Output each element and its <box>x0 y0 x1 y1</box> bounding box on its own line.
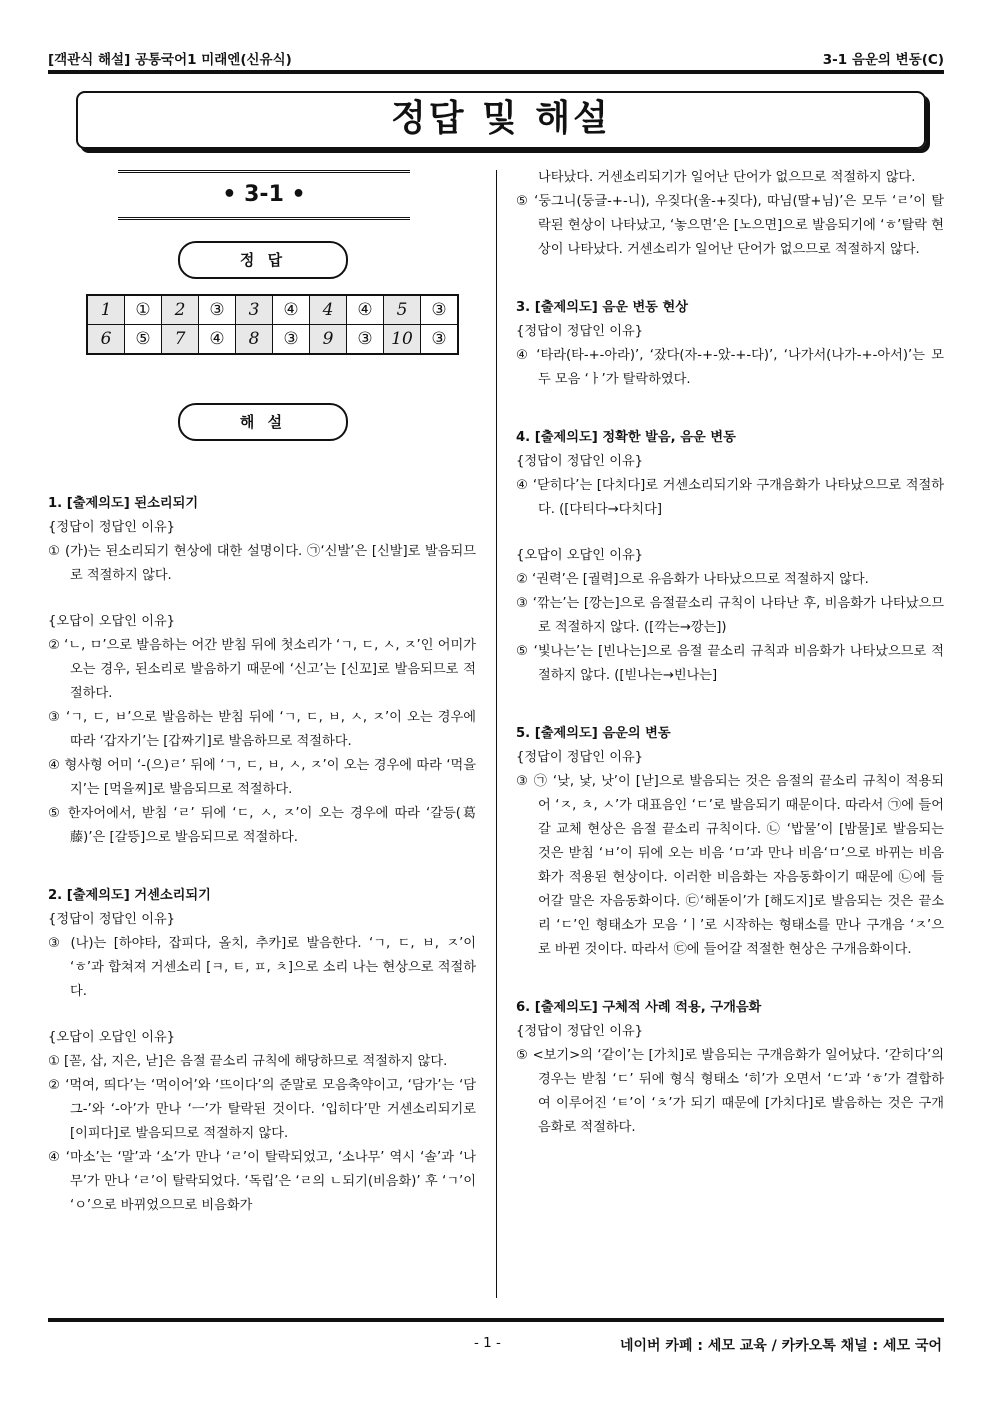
answer-number: 7 <box>162 325 199 355</box>
correct-reason-label: {정답이 정답인 이유} <box>516 750 644 765</box>
explanation-item: ⑤ <보기>의 ‘같이’는 [가치]로 발음되는 구개음화가 일어났다. ‘갇히다’의 경우는 받침 ‘ㄷ’ 뒤에 형식 형태소 ‘히’가 오면서 ‘ㄷ’과 ‘ㅎ’가 결합하여 이루어진 ‘ㅌ’이 ‘ㅊ’가 되기 때문에 [가치다]로 발음하는 것은 구개음화로 적절하다. <box>516 1048 944 1135</box>
correct-reason-label: {정답이 정답인 이유} <box>48 520 176 535</box>
header-left: [객관식 해설] 공통국어1 미래엔(신유식) <box>48 52 292 68</box>
answer-value: ③ <box>347 325 384 355</box>
wrong-reason-label: {오답이 오답인 이유} <box>516 548 644 563</box>
explanation-item: ③ (나)는 [하야타, 잡피다, 올치, 추카]로 발음한다. ‘ㄱ, ㄷ, ㅂ, ㅈ’이 ‘ㅎ’과 합쳐져 거센소리 [ㅋ, ㅌ, ㅍ, ㅊ]으로 소리 나는 현상으로 적절하다. <box>48 936 476 999</box>
explanation-item: ③ ㉠ ‘낮, 낯, 낫’이 [낟]으로 발음되는 것은 음절의 끝소리 규칙이 적용되어 ‘ㅈ, ㅊ, ㅅ’가 대표음인 ‘ㄷ’로 발음되기 때문이다. 따라서 ㉠에 들어갈 교체 현상은 음절 끝소리 규칙이다. ㉡ ‘밥물’이 [밤물]로 발음되는 것은 받침 ‘ㅂ’이 뒤에 오는 비음 ‘ㅁ’과 만나 비음‘ㅁ’으로 바뀌는 비음화가 적용된 현상이다. 이러한 비음화는 자음동화이기 때문에 ㉡에 들어갈 말은 자음동화이다. ㉢‘해돋이’가 [해도지]로 발음되는 것은 끝소리 ‘ㄷ’인 형태소가 모음 ‘ㅣ’로 시작하는 형태소를 만나 구개음 ‘ㅈ’으로 바뀐 것이다. 따라서 ㉢에 들어갈 적절한 현상은 구개음화이다. <box>516 774 944 957</box>
question-3-title: 3. [출제의도] 음운 변동 현상 <box>516 300 688 315</box>
section-heading <box>118 170 410 220</box>
question-4-title: 4. [출제의도] 정확한 발음, 음운 변동 <box>516 430 736 445</box>
explanation-item: ② ‘ㄴ, ㅁ’으로 발음하는 어간 받침 뒤에 첫소리가 ‘ㄱ, ㄷ, ㅅ, ㅈ’인 어미가 오는 경우, 된소리로 발음하기 때문에 ‘신고’는 [신꼬]로 발음되므로 적절하다. <box>48 638 476 701</box>
explanation-item: ⑤ ‘빛나는’는 [빈나는]으로 음절 끝소리 규칙과 비음화가 나타났으므로 적절하지 않다. ([빋나는→빈나는] <box>516 644 944 683</box>
left-column <box>48 480 476 1218</box>
title-box <box>76 91 926 149</box>
explanation-item: ④ 형사형 어미 ‘-(으)ㄹ’ 뒤에 ‘ㄱ, ㄷ, ㅂ, ㅅ, ㅈ’이 오는 경우에 따라 ‘먹을지’는 [먹을찌]로 발음되므로 적절하다. <box>48 758 476 797</box>
explanation-item: ① (가)는 된소리되기 현상에 대한 설명이다. ㉠‘신발’은 [신발]로 발음되므로 적절하지 않다. <box>48 544 476 583</box>
footer-rule <box>48 1318 944 1322</box>
answer-value: ③ <box>199 295 236 325</box>
page-number: - 1 - <box>474 1335 501 1351</box>
header-right: 3-1 음운의 변동(C) <box>822 52 944 68</box>
explanation-item: ① [꼳, 삽, 지은, 낟]은 음절 끝소리 규칙에 해당하므로 적절하지 않다. <box>48 1054 448 1069</box>
answer-number: 10 <box>384 325 421 355</box>
column-divider <box>496 170 497 1298</box>
section-label: • 3-1 • <box>222 182 306 207</box>
right-column <box>516 166 944 1140</box>
answer-number: 4 <box>310 295 347 325</box>
explanation-item: ④ ‘마소’는 ‘말’과 ‘소’가 만나 ‘ㄹ’이 탈락되었고, ‘소나무’ 역시 ‘솔’과 ‘나무’가 만나 ‘ㄹ’이 탈락되었다. ‘독립’은 ‘ㄹ의 ㄴ되기(비음화)’ 후 ‘ㄱ’이 ‘ㅇ’으로 바뀌었으므로 비음화가 <box>48 1150 476 1213</box>
answer-number: 6 <box>87 325 125 355</box>
page-title: 정답 및 해설 <box>391 98 611 139</box>
answer-number: 8 <box>236 325 273 355</box>
explanation-item: ③ ‘ㄱ, ㄷ, ㅂ’으로 발음하는 받침 뒤에 ‘ㄱ, ㄷ, ㅂ, ㅅ, ㅈ’이 오는 경우에 따라 ‘갑자기’는 [갑짜기]로 발음하므로 적절하다. <box>48 710 476 749</box>
wrong-reason-label: {오답이 오답인 이유} <box>48 1030 176 1045</box>
answer-number: 1 <box>87 295 125 325</box>
correct-reason-label: {정답이 정답인 이유} <box>516 454 644 469</box>
explanation-item: ② ‘먹여, 띄다’는 ‘먹이어’와 ‘뜨이다’의 준말로 모음축약이고, ‘담가’는 ‘담그-’와 ‘-아’가 만나 ‘ㅡ’가 탈락된 것이다. ‘입히다’만 거센소리되기로 [이피다]로 발음되므로 적절하지 않다. <box>48 1078 476 1141</box>
answer-value: ① <box>125 295 162 325</box>
page-header <box>48 44 944 66</box>
explanation-item: ② ‘권력’은 [궐력]으로 유음화가 나타났으므로 적절하지 않다. <box>516 572 869 587</box>
answer-value: ④ <box>199 325 236 355</box>
question-5-title: 5. [출제의도] 음운의 변동 <box>516 726 671 741</box>
answer-value: ③ <box>421 325 459 355</box>
explanation-item: ⑤ 한자어에서, 받침 ‘ㄹ’ 뒤에 ‘ㄷ, ㅅ, ㅈ’이 오는 경우에 따라 ‘갈등(葛藤)’은 [갈뜽]으로 발음되므로 적절하다. <box>48 806 476 845</box>
answer-number: 9 <box>310 325 347 355</box>
question-6-title: 6. [출제의도] 구체적 사례 적용, 구개음화 <box>516 1000 762 1015</box>
answer-row-1 <box>87 295 458 325</box>
answer-value: ③ <box>421 295 459 325</box>
explanation-item: ⑤ ‘둥그니(둥글-+-니), 우짖다(울-+짖다), 따님(딸+님)’은 모두 ‘ㄹ’이 탈락된 현상이 나타났고, ‘놓으면’은 [노으면]으로 발음되기에 ‘ㅎ’탈락 현상이 나타났다. 거센소리가 일어난 단어가 없으므로 적절하지 않다. <box>516 194 944 257</box>
wrong-reason-label: {오답이 오답인 이유} <box>48 614 176 629</box>
answer-label: 정 답 <box>178 241 348 279</box>
answer-table <box>86 294 459 355</box>
explanation-label: 해 설 <box>178 403 348 441</box>
answer-number: 5 <box>384 295 421 325</box>
header-rule <box>48 70 944 74</box>
question-1-title: 1. [출제의도] 된소리되기 <box>48 496 199 511</box>
correct-reason-label: {정답이 정답인 이유} <box>48 912 176 927</box>
answer-value: ③ <box>273 325 310 355</box>
footer-credit: 네이버 카페 : 세모 교육 / 카카오톡 채널 : 세모 국어 <box>619 1338 942 1354</box>
explanation-item: ④ ‘타라(타-+-아라)’, ‘잤다(자-+-았-+-다)’, ‘나가서(나가-+-아서)’는 모두 모음 ‘ㅏ’가 탈락하였다. <box>516 348 944 387</box>
answer-number: 2 <box>162 295 199 325</box>
question-2-title: 2. [출제의도] 거센소리되기 <box>48 888 211 903</box>
answer-value: ⑤ <box>125 325 162 355</box>
explanation-item-continued: 나타났다. 거센소리되기가 일어난 단어가 없으므로 적절하지 않다. <box>538 170 916 185</box>
answer-value: ④ <box>347 295 384 325</box>
correct-reason-label: {정답이 정답인 이유} <box>516 324 644 339</box>
explanation-item: ③ ‘깎는’는 [깡는]으로 음절끝소리 규칙이 나타난 후, 비음화가 나타났으므로 적절하지 않다. ([깍는→깡는]) <box>516 596 944 635</box>
answer-value: ④ <box>273 295 310 325</box>
answer-number: 3 <box>236 295 273 325</box>
correct-reason-label: {정답이 정답인 이유} <box>516 1024 644 1039</box>
answer-row-2 <box>87 325 458 355</box>
explanation-item: ④ ‘닫히다’는 [다치다]로 거센소리되기와 구개음화가 나타났으므로 적절하다. ([다티다→다치다] <box>516 478 944 517</box>
